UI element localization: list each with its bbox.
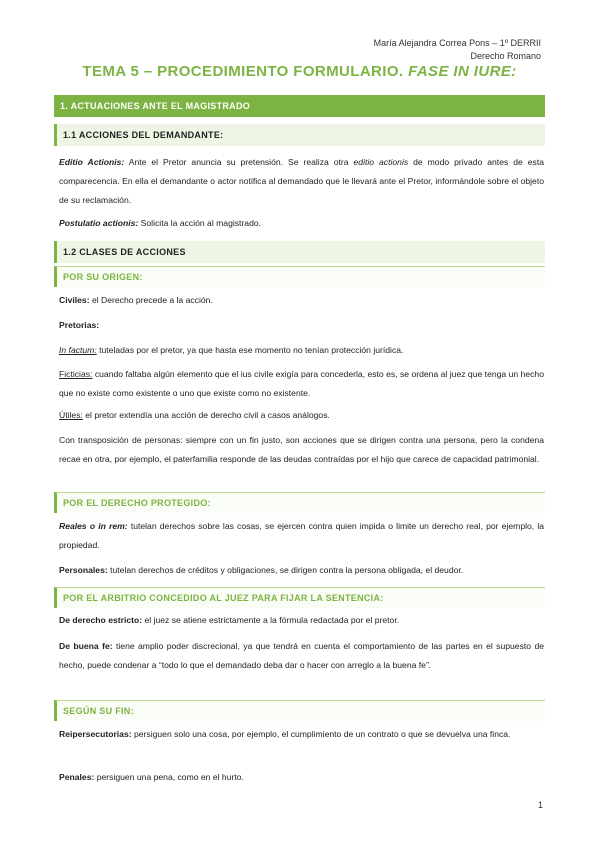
paragraph-civiles: Civiles: el Derecho precede a la acción. [59,295,213,305]
term-in-factum: In factum: [59,345,97,355]
subheading-por-su-origen: POR SU ORIGEN: [54,266,545,287]
page-title [0,63,599,80]
term-penales: Penales: [59,772,95,782]
term-ficticias: Ficticias: [59,369,93,379]
term-civiles: Civiles: [59,295,90,305]
paragraph-pretorias [59,316,544,335]
term-postulatio: Postulatio actionis: [59,218,139,228]
subsection-heading-acciones-demandante: 1.1 ACCIONES DEL DEMANDANTE: [54,124,545,146]
paragraph-ficticias: Ficticias: cuando faltaba algún elemento que el ius civile exigía para concederla, esto es, se ordena al juez que tenga un hecho que no existe como existente o uno que existe como no existente. [59,369,544,398]
paragraph-personales: Personales: tutelan derechos de créditos y obligaciones, se dirigen contra la persona obligada, el deudor. [59,565,464,575]
term-derecho-estricto: De derecho estricto: [59,615,143,625]
term-reales: Reales o in rem: [59,521,128,531]
paragraph-reipersecutorias: Reipersecutorias: persiguen solo una cosa, por ejemplo, el cumplimiento de un contrato o que se devuelva una finca. [59,729,511,739]
paragraph-in-factum: In factum: tuteladas por el pretor, ya que hasta ese momento no tenían protección jurídica. [59,345,404,355]
subheading-derecho-protegido: POR EL DERECHO PROTEGIDO: [54,492,545,513]
section-heading-actuaciones: 1. ACTUACIONES ANTE EL MAGISTRADO [54,95,545,117]
paragraph-buena-fe: De buena fe: tiene amplio poder discrecional, ya que tendrá en cuenta el comportamiento de las partes en el supuesto de hecho, puede condenar a “todo lo que el demandado deba dar o hacer con arreglo a la buena fe”. [59,641,544,670]
page-header [374,37,541,62]
paragraph-reales: Reales o in rem: tutelan derechos sobre las cosas, se ejercen contra quien impida o limite un derecho real, por ejemplo, la propiedad. [59,521,545,550]
header-author: María Alejandra Correa Pons – 1º DERRII [373,38,541,48]
term-utiles: Útiles: [59,410,83,420]
term-editio-2: editio actionis [353,157,409,167]
paragraph-derecho-estricto: De derecho estricto: el juez se atiene estrictamente a la fórmula redactada por el pretor. [59,615,400,625]
paragraph-postulatio: Postulatio actionis: Solicita la acción al magistrado. [59,218,262,228]
paragraph-editio: Editio Actionis: Ante el Pretor anuncia su pretensión. Se realiza otra editio actionis de modo privado antes de esta comparecencia. En ella el demandante o actor notifica al demandado que le llevará ante el Pretor, informándole sobre el objeto de su reclamación. [59,157,544,205]
term-buena-fe: De buena fe: [59,641,113,651]
term-editio: Editio Actionis: [59,157,125,167]
title-main: TEMA 5 – PROCEDIMIENTO FORMULARIO. [82,63,404,80]
term-pretorias: Pretorias: [59,320,100,330]
paragraph-penales: Penales: persiguen una pena, como en el hurto. [59,772,244,782]
title-italic: FASE IN IURE: [408,63,517,80]
subheading-arbitrio-juez: POR EL ARBITRIO CONCEDIDO AL JUEZ PARA FIJAR LA SENTENCIA: [54,587,545,608]
header-subject: Derecho Romano [470,50,541,61]
subsection-heading-clases-acciones: 1.2 CLASES DE ACCIONES [54,241,545,263]
paragraph-transposicion: Con transposición de personas: siempre con un fin justo, son acciones que se dirigen contra una persona, pero la condena recae en otra, por ejemplo, el paterfamilia responde de las deudas contraídas por el hijo que carece de capacidad patrimonial. [59,435,544,464]
page-number: 1 [537,800,543,810]
paragraph-utiles: Útiles: el pretor extendía una acción de derecho civil a casos análogos. [59,410,330,420]
term-reipersecutorias: Reipersecutorias: [59,729,132,739]
term-personales: Personales: [59,565,108,575]
subheading-segun-su-fin: SEGÚN SU FIN: [54,700,545,721]
